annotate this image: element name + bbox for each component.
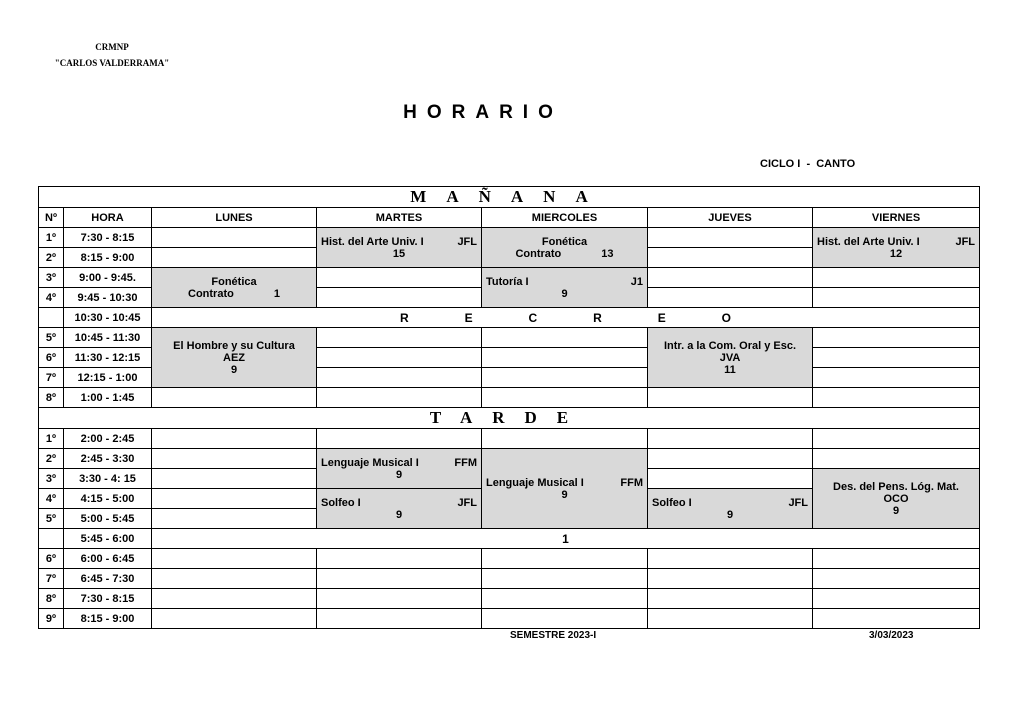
col-header-lunes: LUNES (152, 208, 317, 228)
class-cell-miercoles-tutoria (482, 268, 648, 308)
class-room: 13 (601, 247, 614, 260)
header-row (39, 208, 980, 228)
class-name: Lenguaje Musical I (486, 476, 584, 489)
class-cell-jueves-intr (648, 328, 813, 388)
cell-empty (648, 569, 813, 589)
row-hora: 6:00 - 6:45 (64, 549, 152, 569)
cell-empty (813, 429, 980, 449)
class-name: El Hombre y su Cultura (173, 339, 295, 352)
class-cell-jueves-solfeo (648, 489, 813, 529)
row-hora: 2:00 - 2:45 (64, 429, 152, 449)
class-cell-miercoles-lenguaje (482, 449, 648, 529)
class-teacher: AEZ (223, 351, 245, 364)
col-header-viernes: VIERNES (813, 208, 980, 228)
class-teacher: FFM (620, 476, 643, 489)
class-cell-lunes-fonetica (152, 268, 317, 308)
cell-empty (317, 328, 482, 348)
cell-empty (648, 549, 813, 569)
class-name: Solfeo I (652, 496, 692, 509)
schedule-table (38, 186, 980, 629)
cell-empty (152, 469, 317, 489)
cell-empty (152, 569, 317, 589)
class-room: 9 (726, 508, 734, 521)
row-number: 2º (39, 248, 64, 268)
row-number: 7º (39, 368, 64, 388)
cell-empty (482, 368, 648, 388)
table-row (39, 549, 980, 569)
row-hora: 1:00 - 1:45 (64, 388, 152, 408)
recreo-letter: E (657, 310, 666, 325)
col-header-martes: MARTES (317, 208, 482, 228)
row-number: 3º (39, 469, 64, 489)
class-name: Fonética (541, 235, 588, 248)
cell-empty (317, 288, 482, 308)
class-name: Hist. del Arte Univ. I (817, 235, 920, 248)
semester-label: SEMESTRE 2023-I (510, 630, 597, 641)
table-row (39, 429, 980, 449)
class-name: Hist. del Arte Univ. I (321, 235, 424, 248)
cell-empty (152, 549, 317, 569)
class-cell-martes-lenguaje (317, 449, 482, 489)
cell-empty (648, 268, 813, 288)
col-header-n: Nº (39, 208, 64, 228)
institution-name: CRMNP (95, 42, 129, 52)
class-room: 9 (230, 363, 238, 376)
row-hora: 7:30 - 8:15 (64, 228, 152, 248)
col-header-hora: HORA (64, 208, 152, 228)
break-row (39, 308, 980, 328)
class-teacher: J1 (630, 275, 643, 288)
cell-empty (813, 348, 980, 368)
class-cell-lunes-hombre (152, 328, 317, 388)
cell-empty (813, 569, 980, 589)
class-name: Des. del Pens. Lóg. Mat. (833, 480, 959, 493)
cell-empty (813, 609, 980, 629)
cell-empty (152, 248, 317, 268)
row-number: 8º (39, 589, 64, 609)
table-row (39, 388, 980, 408)
section-afternoon-label: TARDE (39, 408, 980, 429)
row-number: 6º (39, 549, 64, 569)
row-number: 3º (39, 268, 64, 288)
col-header-jueves: JUEVES (648, 208, 813, 228)
cell-empty (317, 268, 482, 288)
cell-empty (813, 328, 980, 348)
class-cell-viernes-des (813, 469, 980, 529)
cell-empty (648, 589, 813, 609)
recreo-letter: C (528, 310, 538, 325)
class-teacher: JFL (457, 235, 477, 248)
section-morning-label: MAÑANA (39, 187, 980, 208)
class-teacher: JVA (719, 351, 741, 364)
table-row (39, 569, 980, 589)
cell-empty (482, 549, 648, 569)
cell-empty (482, 589, 648, 609)
recreo-letter: R (593, 310, 602, 325)
class-name: Tutoría I (486, 275, 529, 288)
recreo-letter: E (464, 310, 473, 325)
cell-empty (813, 549, 980, 569)
cell-empty (152, 589, 317, 609)
col-header-miercoles: MIERCOLES (482, 208, 648, 228)
cell-empty (813, 449, 980, 469)
row-number: 1º (39, 429, 64, 449)
cell-empty (317, 609, 482, 629)
class-room: 9 (561, 488, 568, 501)
cell-empty (813, 368, 980, 388)
class-name: Solfeo I (321, 496, 361, 509)
cell-empty (648, 228, 813, 248)
class-name: Lenguaje Musical I (321, 456, 419, 469)
class-name: Fonética (211, 275, 257, 288)
cell-empty (813, 288, 980, 308)
cell-empty (317, 348, 482, 368)
cell-empty (648, 609, 813, 629)
cell-empty (152, 429, 317, 449)
row-number: 4º (39, 489, 64, 509)
cell-empty (152, 609, 317, 629)
row-number: 8º (39, 388, 64, 408)
class-room: 9 (892, 504, 900, 517)
cell-empty (813, 589, 980, 609)
cell-empty (317, 569, 482, 589)
class-room: 9 (561, 287, 568, 300)
cell-empty (648, 388, 813, 408)
cell-empty (152, 228, 317, 248)
row-hora: 5:00 - 5:45 (64, 509, 152, 529)
class-teacher: JFL (788, 496, 808, 509)
class-room: 15 (392, 247, 406, 260)
class-room: 9 (395, 468, 403, 481)
class-room: 1 (273, 287, 280, 300)
cell-empty (813, 268, 980, 288)
row-number: 7º (39, 569, 64, 589)
recreo-letter: O (721, 310, 731, 325)
class-name: Intr. a la Com. Oral y Esc. (663, 339, 797, 352)
class-teacher: JFL (955, 235, 976, 248)
row-hora: 11:30 - 12:15 (64, 348, 152, 368)
institution-subtitle: "CARLOS VALDERRAMA" (54, 58, 170, 68)
cell-empty (152, 509, 317, 529)
class-cell-miercoles-fonetica (482, 228, 648, 268)
cell-empty (152, 388, 317, 408)
cell-empty (648, 248, 813, 268)
cell-empty (482, 388, 648, 408)
table-row (39, 589, 980, 609)
cell-empty (482, 328, 648, 348)
break-row (39, 529, 980, 549)
section-row-morning (39, 187, 980, 208)
cell-empty (648, 288, 813, 308)
page-title: HORARIO (403, 102, 563, 123)
section-row-afternoon (39, 408, 980, 429)
row-hora: 3:30 - 4: 15 (64, 469, 152, 489)
ciclo-label: CICLO I - CANTO (760, 158, 856, 170)
break-value: 1 (152, 529, 980, 549)
date-label: 3/03/2023 (869, 630, 914, 641)
table-row (39, 609, 980, 629)
cell-empty (317, 429, 482, 449)
row-hora: 2:45 - 3:30 (64, 449, 152, 469)
cell-empty (482, 569, 648, 589)
cell-empty (152, 449, 317, 469)
cell-empty (317, 388, 482, 408)
class-room: 11 (724, 363, 736, 376)
cell-empty (648, 429, 813, 449)
row-number: 4º (39, 288, 64, 308)
row-hora: 9:00 - 9:45. (64, 268, 152, 288)
cell-empty (648, 449, 813, 469)
class-teacher: Contrato (188, 287, 234, 300)
class-cell-viernes-hist (813, 228, 980, 268)
row-number: 5º (39, 328, 64, 348)
row-hora: 6:45 - 7:30 (64, 569, 152, 589)
row-number: 1º (39, 228, 64, 248)
row-hora: 10:45 - 11:30 (64, 328, 152, 348)
table-row (39, 328, 980, 348)
row-hora: 7:30 - 8:15 (64, 589, 152, 609)
row-number: 2º (39, 449, 64, 469)
cell-empty (317, 368, 482, 388)
class-room: 12 (889, 247, 903, 260)
cell-empty (648, 469, 813, 489)
class-cell-martes-hist (317, 228, 482, 268)
class-teacher: JFL (457, 496, 477, 509)
table-row (39, 268, 980, 288)
row-number: 9º (39, 609, 64, 629)
row-number: 6º (39, 348, 64, 368)
table-row (39, 228, 980, 248)
cell-empty (317, 589, 482, 609)
cell-empty (482, 429, 648, 449)
row-hora: 4:15 - 5:00 (64, 489, 152, 509)
recreo-label (152, 308, 980, 328)
table-row (39, 449, 980, 469)
cell-empty (152, 489, 317, 509)
row-hora: 8:15 - 9:00 (64, 609, 152, 629)
row-number (39, 529, 64, 549)
cell-empty (813, 388, 980, 408)
recreo-letter: R (400, 310, 409, 325)
row-number (39, 308, 64, 328)
cell-empty (482, 348, 648, 368)
cell-empty (317, 549, 482, 569)
row-hora: 12:15 - 1:00 (64, 368, 152, 388)
row-hora: 9:45 - 10:30 (64, 288, 152, 308)
class-room: 9 (395, 508, 403, 521)
class-teacher: FFM (454, 456, 477, 469)
row-number: 5º (39, 509, 64, 529)
row-hora: 5:45 - 6:00 (64, 529, 152, 549)
cell-empty (482, 609, 648, 629)
class-cell-martes-solfeo (317, 489, 482, 529)
class-teacher: Contrato (515, 247, 562, 260)
class-teacher: OCO (883, 492, 909, 505)
row-hora: 10:30 - 10:45 (64, 308, 152, 328)
row-hora: 8:15 - 9:00 (64, 248, 152, 268)
